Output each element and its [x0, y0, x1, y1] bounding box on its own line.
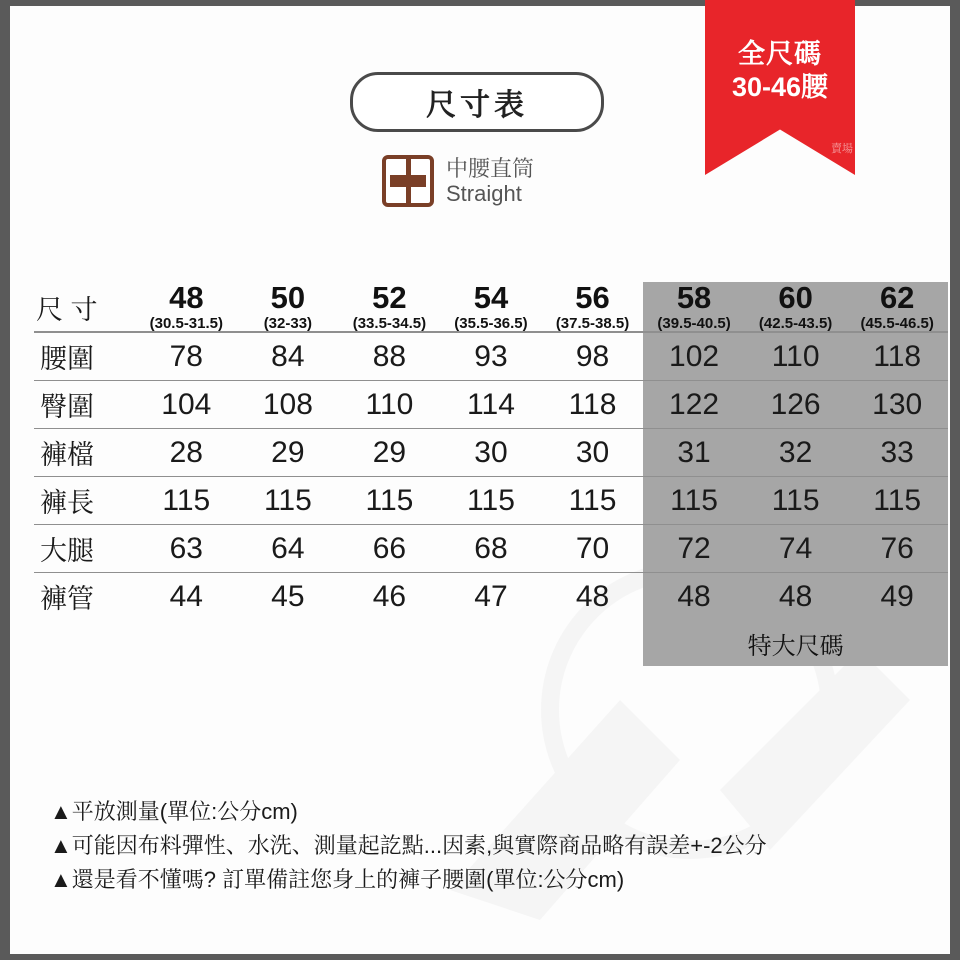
- cell-4-7: 76: [846, 525, 948, 573]
- cell-0-5: 102: [643, 332, 745, 381]
- size-range-3: (35.5-36.5): [454, 315, 528, 332]
- row-label-4: 大腿: [34, 525, 136, 573]
- size-header-2: [339, 282, 441, 332]
- cell-2-6: 32: [745, 429, 847, 477]
- table-row: [34, 429, 948, 477]
- size-range-0: (30.5-31.5): [149, 315, 223, 332]
- size-range-7: (45.5-46.5): [860, 315, 934, 332]
- note-spacer-0: [136, 620, 238, 666]
- cell-4-5: 72: [643, 525, 745, 573]
- size-range-2: (33.5-34.5): [352, 315, 427, 332]
- cell-1-2: 110: [339, 381, 441, 429]
- table-header-row: [34, 282, 948, 332]
- size-value-7: 62: [879, 280, 915, 315]
- size-header-7: [846, 282, 948, 332]
- brand-logo-icon: [382, 155, 434, 207]
- cell-4-2: 66: [339, 525, 441, 573]
- table-row: [34, 525, 948, 573]
- cell-4-1: 64: [237, 525, 339, 573]
- size-value-2: 52: [372, 280, 407, 315]
- row-label-5: 褲管: [40, 584, 94, 614]
- footer-notes: [50, 795, 950, 897]
- size-header-0: [136, 282, 238, 332]
- cell-5-1: 45: [271, 579, 305, 613]
- cell-1-1: 108: [237, 381, 339, 429]
- cell-5-0: 44: [169, 579, 203, 613]
- cell-1-4: 118: [542, 381, 644, 429]
- fit-badge: [382, 155, 534, 207]
- cell-1-5: 122: [643, 381, 745, 429]
- row-label-1: 臀圍: [34, 381, 136, 429]
- size-value-0: 48: [169, 280, 204, 315]
- cell-1-6: 126: [745, 381, 847, 429]
- ribbon-watermark: 賣場: [831, 143, 853, 155]
- note-spacer-1: [237, 620, 339, 666]
- cell-1-0: 104: [136, 381, 238, 429]
- cell-2-2: 29: [339, 429, 441, 477]
- cell-3-0: 115: [136, 477, 238, 525]
- size-header-6: [745, 282, 847, 332]
- cell-5-7: 49: [846, 573, 948, 621]
- cell-3-7: 115: [846, 477, 948, 525]
- note-spacer-3: [440, 620, 542, 666]
- cell-0-2: 88: [339, 332, 441, 381]
- note-spacer-2: [339, 620, 441, 666]
- note-spacer-4: [542, 620, 644, 666]
- row-label-3: 褲長: [34, 477, 136, 525]
- table-row: [34, 477, 948, 525]
- table-row: [34, 332, 948, 381]
- size-value-4: 56: [575, 280, 610, 315]
- ribbon-line-1: 全尺碼: [738, 39, 822, 69]
- corner-label: 尺 寸: [34, 282, 136, 332]
- cell-2-4: 30: [542, 429, 644, 477]
- table-note-row: [34, 620, 948, 666]
- cell-4-6: 74: [745, 525, 847, 573]
- cell-4-3: 68: [440, 525, 542, 573]
- size-header-1: [237, 282, 339, 332]
- table-row: [34, 381, 948, 429]
- row-label-0: 腰圍: [34, 332, 136, 381]
- page-title: [350, 72, 604, 132]
- cell-1-3: 114: [440, 381, 542, 429]
- row-label-2: 褲檔: [34, 429, 136, 477]
- size-range-ribbon: [705, 0, 855, 175]
- cell-3-5: 115: [643, 477, 745, 525]
- size-table-wrapper: [34, 282, 948, 666]
- size-header-4: [542, 282, 644, 332]
- cell-5-6: 48: [745, 573, 847, 621]
- cell-4-0: 63: [136, 525, 238, 573]
- cell-0-7: 118: [846, 332, 948, 381]
- fit-label-zh: 中腰直筒: [446, 155, 535, 181]
- size-range-4: (37.5-38.5): [555, 315, 630, 332]
- cell-3-2: 115: [339, 477, 441, 525]
- cell-5-5: 48: [643, 573, 745, 621]
- page-title-text: 尺寸表: [426, 89, 528, 122]
- plus-size-note: 特大尺碼: [643, 620, 948, 666]
- cell-4-4: 70: [542, 525, 644, 573]
- cell-3-1: 115: [237, 477, 339, 525]
- size-value-3: 54: [473, 280, 509, 315]
- cell-0-4: 98: [542, 332, 644, 381]
- table-row: [34, 573, 948, 621]
- fit-label-en: Straight: [446, 181, 522, 206]
- footer-note-2: ▲可能因布料彈性、水洗、測量起訖點...因素,與實際商品略有誤差+-2公分: [50, 833, 767, 859]
- cell-5-4: 48: [575, 579, 610, 613]
- size-value-1: 50: [270, 280, 306, 315]
- cell-3-4: 115: [542, 477, 644, 525]
- cell-2-3: 30: [440, 429, 542, 477]
- cell-3-3: 115: [440, 477, 542, 525]
- ribbon-line-2: 30-46腰: [731, 71, 829, 102]
- cell-2-7: 33: [846, 429, 948, 477]
- size-value-6: 60: [778, 280, 813, 315]
- cell-2-1: 29: [237, 429, 339, 477]
- cell-0-0: 78: [136, 332, 238, 381]
- size-header-5: [643, 282, 745, 332]
- note-row-spacer: [34, 620, 136, 666]
- footer-note-3: ▲還是看不懂嗎? 訂單備註您身上的褲子腰圍(單位:公分cm): [50, 867, 625, 893]
- footer-note-1: ▲平放測量(單位:公分cm): [50, 799, 298, 824]
- size-range-1: (32-33): [263, 315, 313, 332]
- size-range-6: (42.5-43.5): [758, 315, 833, 332]
- cell-2-5: 31: [643, 429, 745, 477]
- cell-1-7: 130: [846, 381, 948, 429]
- cell-5-2: 46: [372, 579, 407, 613]
- cell-0-1: 84: [237, 332, 339, 381]
- cell-3-6: 115: [745, 477, 847, 525]
- size-table: [34, 282, 948, 666]
- cell-0-6: 110: [745, 332, 847, 381]
- size-range-5: (39.5-40.5): [657, 315, 731, 332]
- size-header-3: [440, 282, 542, 332]
- cell-5-3: 47: [474, 579, 508, 613]
- size-value-5: 58: [676, 280, 712, 315]
- cell-0-3: 93: [440, 332, 542, 381]
- cell-2-0: 28: [136, 429, 238, 477]
